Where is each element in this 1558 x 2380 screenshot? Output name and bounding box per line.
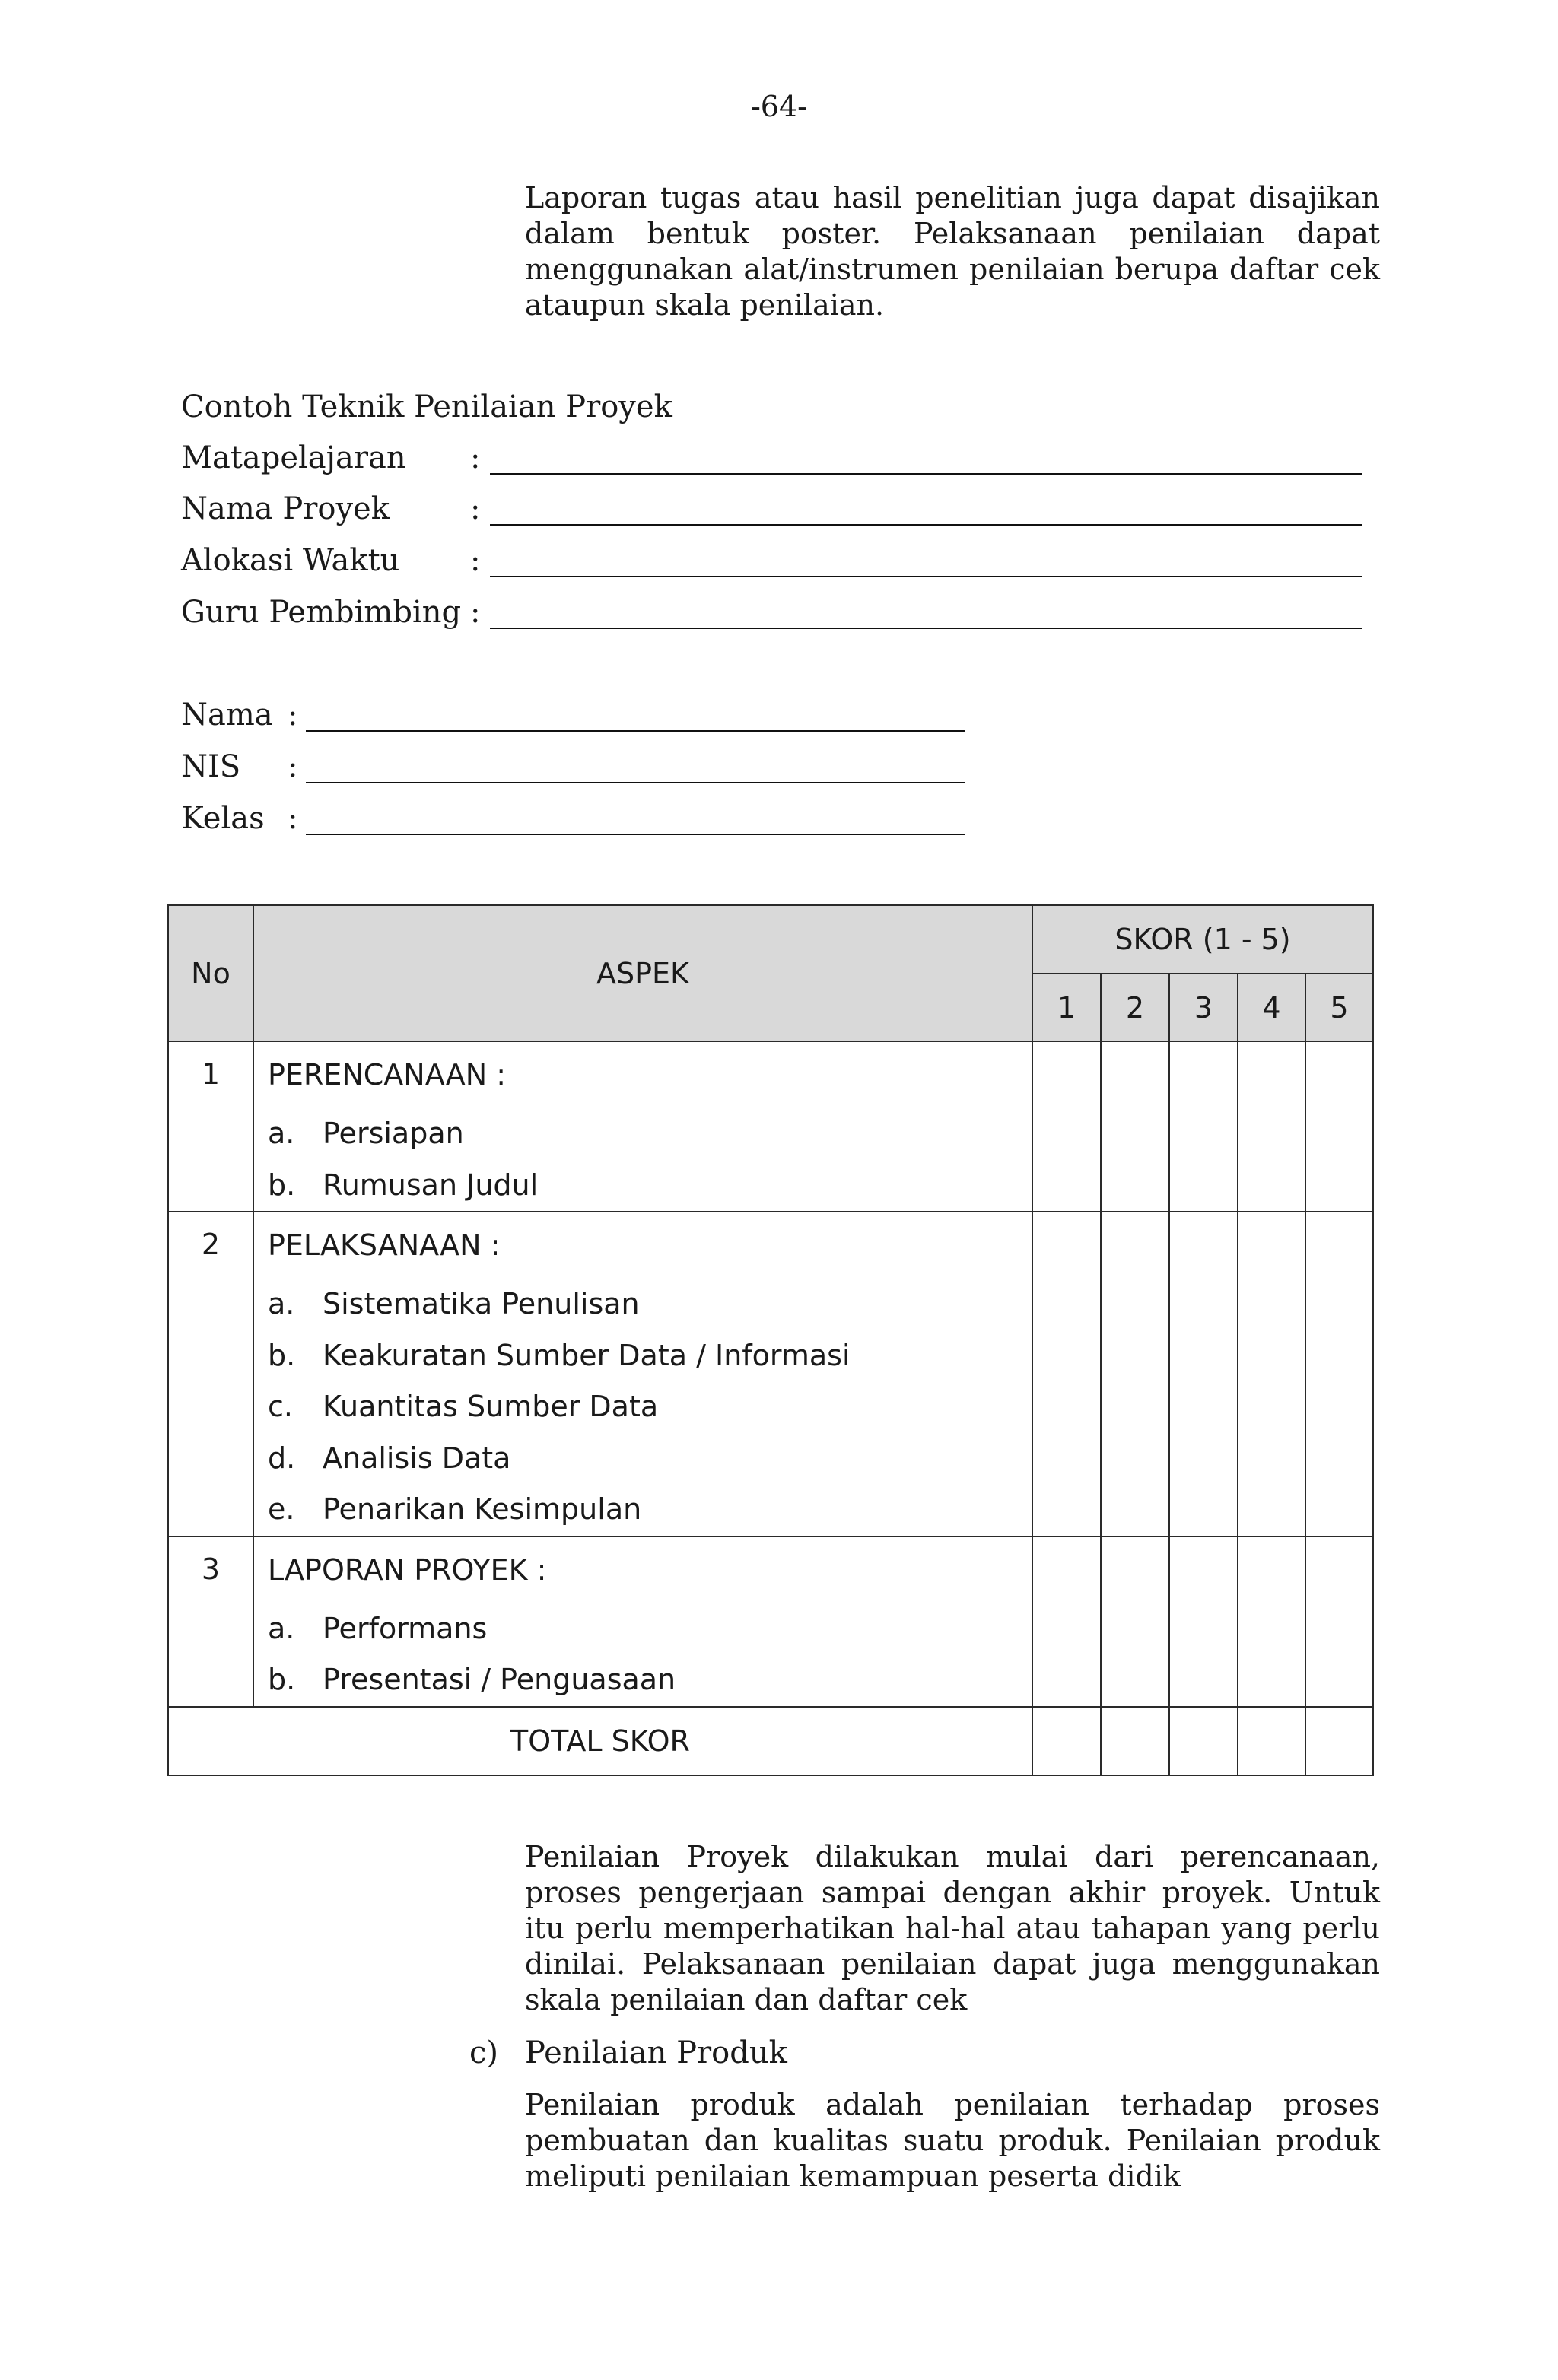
header-no: No — [168, 905, 253, 1041]
table-row — [168, 1536, 1373, 1707]
score-cell[interactable] — [1101, 1212, 1169, 1536]
student-label-nis: NIS — [181, 749, 241, 784]
aspect-heading: LAPORAN PROYEK : — [268, 1552, 547, 1587]
field-colon: : — [470, 440, 481, 475]
field-colon: : — [470, 543, 481, 578]
aspect-heading: PELAKSANAAN : — [268, 1228, 501, 1262]
total-score-cell[interactable] — [1032, 1707, 1101, 1775]
score-cell[interactable] — [1169, 1041, 1238, 1212]
item-letter: b. — [268, 1168, 296, 1202]
item-letter: c. — [268, 1390, 293, 1423]
field-label-guru-pembimbing: Guru Pembimbing — [181, 595, 462, 630]
section-c-marker: c) — [469, 2035, 499, 2070]
item-letter: b. — [268, 1663, 296, 1696]
score-cell[interactable] — [1238, 1041, 1305, 1212]
header-score-1: 1 — [1032, 974, 1101, 1041]
score-cell[interactable] — [1305, 1212, 1373, 1536]
aspect-cell — [253, 1041, 1032, 1212]
score-cell[interactable] — [1101, 1536, 1169, 1707]
aspect-cell — [253, 1536, 1032, 1707]
table-row — [168, 1212, 1373, 1536]
item-letter: a. — [268, 1287, 295, 1320]
student-input-line-kelas — [306, 834, 965, 835]
score-cell[interactable] — [1101, 1041, 1169, 1212]
page-number: -64- — [750, 90, 808, 123]
field-colon: : — [470, 595, 481, 630]
item-letter: a. — [268, 1611, 295, 1645]
score-cell[interactable] — [1032, 1041, 1101, 1212]
item-text: Performans — [323, 1611, 488, 1645]
total-score-cell[interactable] — [1101, 1707, 1169, 1775]
total-skor-label: TOTAL SKOR — [168, 1707, 1032, 1775]
item-text: Analisis Data — [323, 1441, 511, 1475]
header-aspek: ASPEK — [253, 905, 1032, 1041]
score-cell[interactable] — [1169, 1536, 1238, 1707]
item-letter: e. — [268, 1492, 295, 1526]
product-assessment-paragraph: Penilaian produk adalah penilaian terhadap proses pembuatan dan kualitas suatu produk. Penilaian produk meliputi penilaian kemampuan peserta didik — [525, 2088, 1380, 2193]
section-c-title: Penilaian Produk — [525, 2035, 787, 2070]
score-cell[interactable] — [1238, 1212, 1305, 1536]
field-label-nama-proyek: Nama Proyek — [181, 491, 390, 526]
header-skor: SKOR (1 - 5) — [1032, 905, 1373, 974]
aspect-heading: PERENCANAAN : — [268, 1058, 507, 1091]
student-colon: : — [288, 801, 298, 836]
header-score-4: 4 — [1238, 974, 1305, 1041]
item-text: Kuantitas Sumber Data — [323, 1390, 659, 1423]
item-text: Rumusan Judul — [323, 1168, 539, 1202]
field-input-line-matapelajaran — [490, 473, 1362, 475]
aspect-item — [268, 1654, 1032, 1706]
score-cell[interactable] — [1032, 1536, 1101, 1707]
student-colon: : — [288, 749, 298, 784]
row-number: 2 — [168, 1212, 253, 1536]
field-label-alokasi-waktu: Alokasi Waktu — [181, 543, 400, 578]
field-input-line-guru-pembimbing — [490, 628, 1362, 629]
intro-paragraph: Laporan tugas atau hasil penelitian juga dapat disajikan dalam bentuk poster. Pelaksanaan penilaian dapat menggunakan alat/instrumen penilaian berupa daftar cek ataupun skala penilaian. — [525, 181, 1380, 322]
aspect-item — [268, 1381, 1032, 1433]
aspect-item — [268, 1279, 1032, 1330]
total-score-cell[interactable] — [1305, 1707, 1373, 1775]
score-cell[interactable] — [1305, 1536, 1373, 1707]
total-score-cell[interactable] — [1169, 1707, 1238, 1775]
score-cell[interactable] — [1169, 1212, 1238, 1536]
student-input-line-nama — [306, 730, 965, 732]
aspect-item — [268, 1108, 1032, 1160]
item-text: Persiapan — [323, 1117, 464, 1150]
aspect-cell — [253, 1212, 1032, 1536]
item-letter: a. — [268, 1117, 295, 1150]
aspect-item — [268, 1160, 1032, 1212]
row-number: 3 — [168, 1536, 253, 1707]
item-text: Penarikan Kesimpulan — [323, 1492, 642, 1526]
score-cell[interactable] — [1238, 1536, 1305, 1707]
example-title: Contoh Teknik Penilaian Proyek — [181, 389, 672, 424]
score-cell[interactable] — [1032, 1212, 1101, 1536]
item-text: Sistematika Penulisan — [323, 1287, 640, 1320]
header-score-2: 2 — [1101, 974, 1169, 1041]
student-input-line-nis — [306, 782, 965, 783]
item-text: Presentasi / Penguasaan — [323, 1663, 676, 1696]
item-letter: d. — [268, 1441, 296, 1475]
student-label-nama: Nama — [181, 697, 273, 732]
field-input-line-alokasi-waktu — [490, 576, 1362, 577]
table-row — [168, 1041, 1373, 1212]
row-number: 1 — [168, 1041, 253, 1212]
aspect-item — [268, 1484, 1032, 1536]
student-label-kelas: Kelas — [181, 801, 265, 836]
field-colon: : — [470, 491, 481, 526]
header-score-5: 5 — [1305, 974, 1373, 1041]
student-colon: : — [288, 697, 298, 732]
total-score-cell[interactable] — [1238, 1707, 1305, 1775]
aspect-item — [268, 1603, 1032, 1655]
aspect-item — [268, 1433, 1032, 1485]
project-assessment-paragraph: Penilaian Proyek dilakukan mulai dari perencanaan, proses pengerjaan sampai dengan akhir proyek. Untuk itu perlu memperhatikan hal-hal atau tahapan yang perlu dinilai. Pelaksanaan penilaian dapat juga menggunakan skala penilaian dan daftar cek — [525, 1840, 1380, 2016]
item-letter: b. — [268, 1338, 296, 1372]
item-text: Keakuratan Sumber Data / Informasi — [323, 1338, 851, 1372]
total-row — [168, 1707, 1373, 1775]
field-label-matapelajaran: Matapelajaran — [181, 440, 406, 475]
assessment-table — [167, 904, 1374, 1776]
field-input-line-nama-proyek — [490, 524, 1362, 526]
score-cell[interactable] — [1305, 1041, 1373, 1212]
aspect-item — [268, 1330, 1032, 1382]
header-score-3: 3 — [1169, 974, 1238, 1041]
